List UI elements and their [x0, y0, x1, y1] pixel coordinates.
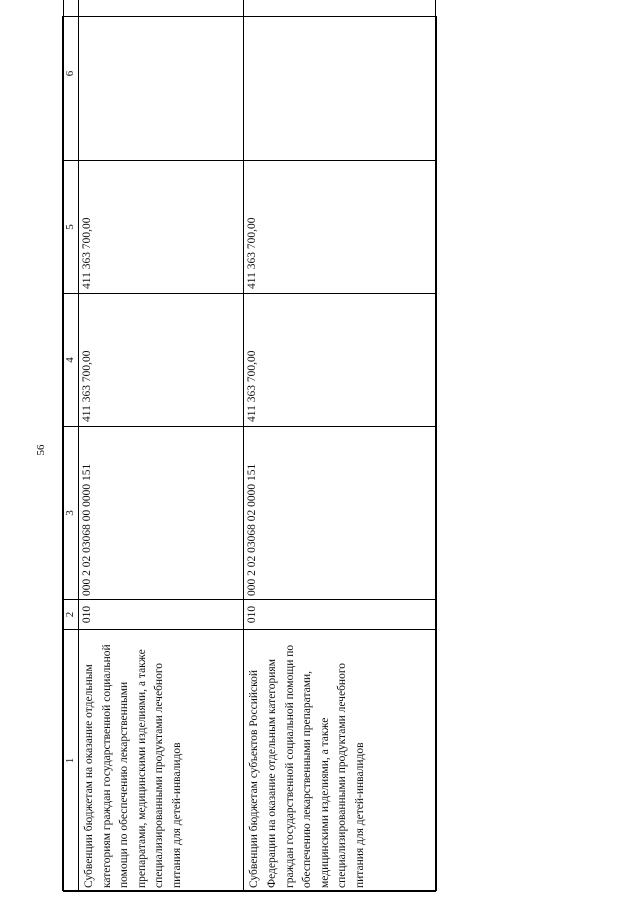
col6-cell: [79, 0, 244, 161]
admin-code-cell: 010: [244, 600, 436, 630]
header-col-3: 3: [64, 427, 79, 600]
header-col-5: 5: [64, 161, 79, 294]
header-col-6: 6: [64, 0, 79, 161]
table-row: [244, 0, 436, 892]
row-name-cell: Субвенции бюджетам субъектов Российской Федерации на оказание отдельным категориям граждан государственной социальной помощи по обеспечению лекарственными препаратами, медицинскими изделиями, а также специализированными продуктами лечебного питания для детей-инвалидов: [244, 630, 436, 892]
row-name-cell: Субвенции бюджетам на оказание отдельным категориям граждан государственной социальной помощи по обеспечению лекарственными препаратами, медицинскими изделиями, а также специализированными продуктами лечебного питания для детей-инвалидов: [79, 630, 244, 892]
budget-code-cell: 000 2 02 03068 02 0000 151: [244, 427, 436, 600]
header-row: [64, 0, 79, 892]
amount-col4-cell: 411 363 700,00: [79, 294, 244, 427]
header-col-1: 1: [64, 630, 79, 892]
header-col-2: 2: [64, 600, 79, 630]
col6-cell: [244, 0, 436, 161]
admin-code-cell: 010: [79, 600, 244, 630]
budget-table: [63, 0, 436, 892]
page-number: 56: [35, 444, 47, 456]
amount-col4-cell: 411 363 700,00: [244, 294, 436, 427]
budget-code-cell: 000 2 02 03068 00 0000 151: [79, 427, 244, 600]
table-row: [79, 0, 244, 892]
header-col-4: 4: [64, 294, 79, 427]
amount-col5-cell: 411 363 700,00: [79, 161, 244, 294]
budget-table-frame: [62, 16, 437, 891]
amount-col5-cell: 411 363 700,00: [244, 161, 436, 294]
rotated-table-container: [63, 17, 438, 892]
